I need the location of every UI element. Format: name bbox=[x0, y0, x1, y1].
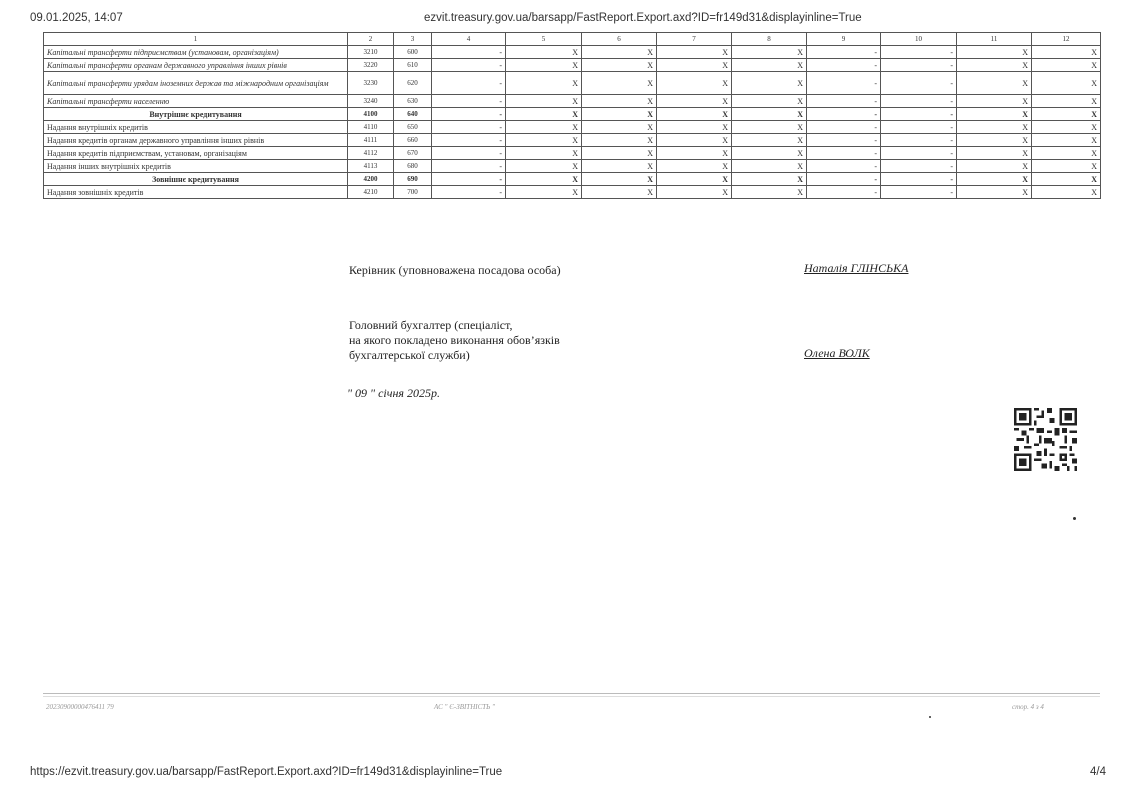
row-value-cell: X bbox=[582, 121, 657, 134]
row-value-cell: X bbox=[582, 95, 657, 108]
column-header: 4 bbox=[432, 33, 506, 46]
row-value-cell: - bbox=[432, 121, 506, 134]
row-value-cell: X bbox=[957, 173, 1032, 186]
row-line-cell: 690 bbox=[394, 173, 432, 186]
row-value-cell: X bbox=[506, 147, 582, 160]
row-value-cell: - bbox=[881, 121, 957, 134]
row-value-cell: X bbox=[506, 108, 582, 121]
row-value-cell: X bbox=[657, 147, 732, 160]
row-name-cell: Надання інших внутрішніх кредитів bbox=[44, 160, 348, 173]
row-value-cell: - bbox=[432, 46, 506, 59]
row-code-cell: 4200 bbox=[348, 173, 394, 186]
head-name: Наталія ГЛІНСЬКА bbox=[804, 261, 909, 275]
row-value-cell: - bbox=[432, 134, 506, 147]
row-code-cell: 3220 bbox=[348, 59, 394, 72]
table-row bbox=[44, 59, 1101, 72]
row-value-cell: - bbox=[881, 108, 957, 121]
row-code-cell: 4111 bbox=[348, 134, 394, 147]
row-value-cell: X bbox=[657, 46, 732, 59]
row-value-cell: X bbox=[957, 95, 1032, 108]
row-value-cell: X bbox=[657, 173, 732, 186]
row-value-cell: X bbox=[582, 59, 657, 72]
row-value-cell: X bbox=[506, 59, 582, 72]
qr-code-icon bbox=[1014, 408, 1077, 471]
table-row bbox=[44, 72, 1101, 95]
print-timestamp: 09.01.2025, 14:07 bbox=[30, 12, 123, 24]
row-value-cell: - bbox=[881, 46, 957, 59]
row-value-cell: X bbox=[957, 134, 1032, 147]
row-value-cell: - bbox=[881, 160, 957, 173]
row-line-cell: 700 bbox=[394, 186, 432, 199]
table-row bbox=[44, 95, 1101, 108]
row-value-cell: X bbox=[582, 186, 657, 199]
table-row bbox=[44, 46, 1101, 59]
table-header-row bbox=[44, 33, 1101, 46]
row-value-cell: - bbox=[432, 108, 506, 121]
scan-speck bbox=[1073, 517, 1076, 520]
browser-print-footer bbox=[30, 766, 1106, 782]
table-row bbox=[44, 134, 1101, 147]
row-value-cell: - bbox=[807, 186, 881, 199]
row-value-cell: - bbox=[881, 59, 957, 72]
row-name-cell: Надання кредитів підприємствам, установам, організаціям bbox=[44, 147, 348, 160]
column-header: 7 bbox=[657, 33, 732, 46]
row-value-cell: X bbox=[732, 46, 807, 59]
row-line-cell: 680 bbox=[394, 160, 432, 173]
row-line-cell: 650 bbox=[394, 121, 432, 134]
row-code-cell: 4210 bbox=[348, 186, 394, 199]
row-line-cell: 640 bbox=[394, 108, 432, 121]
head-label: Керівник (уповноважена посадова особа) bbox=[349, 263, 561, 277]
row-value-cell: X bbox=[506, 186, 582, 199]
column-header: 8 bbox=[732, 33, 807, 46]
row-value-cell: X bbox=[1032, 108, 1101, 121]
print-footer-url: https://ezvit.treasury.gov.ua/barsapp/FastReport.Export.axd?ID=fr149d31&displayinline=True bbox=[30, 766, 503, 778]
doc-footer-divider bbox=[43, 696, 1100, 697]
row-value-cell: X bbox=[582, 72, 657, 95]
row-value-cell: X bbox=[506, 134, 582, 147]
row-value-cell: X bbox=[582, 173, 657, 186]
row-value-cell: - bbox=[881, 147, 957, 160]
row-value-cell: X bbox=[506, 121, 582, 134]
row-value-cell: X bbox=[957, 186, 1032, 199]
row-value-cell: X bbox=[582, 147, 657, 160]
row-name-cell: Надання внутрішніх кредитів bbox=[44, 121, 348, 134]
row-value-cell: - bbox=[432, 95, 506, 108]
row-value-cell: - bbox=[881, 95, 957, 108]
row-value-cell: - bbox=[807, 59, 881, 72]
row-value-cell: X bbox=[732, 59, 807, 72]
row-line-cell: 630 bbox=[394, 95, 432, 108]
column-header: 1 bbox=[44, 33, 348, 46]
row-code-cell: 4100 bbox=[348, 108, 394, 121]
doc-page-number: стор. 4 з 4 bbox=[1012, 703, 1044, 711]
row-value-cell: X bbox=[506, 72, 582, 95]
row-value-cell: X bbox=[732, 95, 807, 108]
row-value-cell: - bbox=[881, 186, 957, 199]
row-value-cell: X bbox=[957, 59, 1032, 72]
row-name-cell: Надання зовнішніх кредитів bbox=[44, 186, 348, 199]
row-name-cell: Капітальні трансферти населенню bbox=[44, 95, 348, 108]
row-value-cell: - bbox=[432, 160, 506, 173]
row-value-cell: X bbox=[657, 108, 732, 121]
row-line-cell: 610 bbox=[394, 59, 432, 72]
row-value-cell: X bbox=[657, 59, 732, 72]
row-value-cell: - bbox=[807, 147, 881, 160]
row-value-cell: X bbox=[582, 160, 657, 173]
row-value-cell: X bbox=[1032, 59, 1101, 72]
table-row bbox=[44, 160, 1101, 173]
row-value-cell: X bbox=[732, 121, 807, 134]
row-code-cell: 3230 bbox=[348, 72, 394, 95]
column-header: 10 bbox=[881, 33, 957, 46]
row-value-cell: X bbox=[1032, 95, 1101, 108]
browser-print-header bbox=[30, 12, 1106, 28]
row-value-cell: X bbox=[1032, 134, 1101, 147]
row-value-cell: X bbox=[657, 72, 732, 95]
row-line-cell: 670 bbox=[394, 147, 432, 160]
row-value-cell: X bbox=[506, 95, 582, 108]
table-row bbox=[44, 108, 1101, 121]
doc-footer-divider bbox=[43, 693, 1100, 694]
row-value-cell: - bbox=[807, 121, 881, 134]
row-value-cell: X bbox=[657, 95, 732, 108]
row-value-cell: - bbox=[807, 173, 881, 186]
row-value-cell: X bbox=[582, 46, 657, 59]
row-name-cell: Капітальні трансферти органам державного управління інших рівнів bbox=[44, 59, 348, 72]
column-header: 2 bbox=[348, 33, 394, 46]
row-name-cell: Надання кредитів органам державного управління інших рівнів bbox=[44, 134, 348, 147]
row-value-cell: X bbox=[1032, 46, 1101, 59]
table-row bbox=[44, 173, 1101, 186]
row-value-cell: X bbox=[582, 108, 657, 121]
row-value-cell: X bbox=[732, 134, 807, 147]
row-value-cell: X bbox=[732, 72, 807, 95]
row-value-cell: X bbox=[1032, 186, 1101, 199]
row-value-cell: - bbox=[432, 173, 506, 186]
row-code-cell: 4112 bbox=[348, 147, 394, 160]
row-value-cell: - bbox=[881, 72, 957, 95]
column-header: 11 bbox=[957, 33, 1032, 46]
row-value-cell: X bbox=[582, 134, 657, 147]
doc-id: 20230900000476411 79 bbox=[46, 703, 114, 711]
row-value-cell: X bbox=[957, 160, 1032, 173]
row-code-cell: 3240 bbox=[348, 95, 394, 108]
column-header: 3 bbox=[394, 33, 432, 46]
accountant-label-line-2: на якого покладено виконання обов’язків bbox=[349, 333, 560, 347]
row-value-cell: X bbox=[657, 160, 732, 173]
row-value-cell: X bbox=[732, 173, 807, 186]
column-header: 9 bbox=[807, 33, 881, 46]
row-value-cell: - bbox=[432, 186, 506, 199]
column-header: 5 bbox=[506, 33, 582, 46]
row-value-cell: X bbox=[732, 186, 807, 199]
row-value-cell: X bbox=[1032, 160, 1101, 173]
report-table bbox=[43, 32, 1101, 199]
row-line-cell: 660 bbox=[394, 134, 432, 147]
row-value-cell: - bbox=[432, 59, 506, 72]
print-page-indicator: 4/4 bbox=[1090, 766, 1106, 778]
row-value-cell: X bbox=[957, 72, 1032, 95]
row-name-cell: Зовнішнє кредитування bbox=[44, 173, 348, 186]
table-row bbox=[44, 147, 1101, 160]
row-value-cell: X bbox=[732, 147, 807, 160]
signing-date: " 09 " січня 2025р. bbox=[347, 386, 440, 400]
row-value-cell: X bbox=[1032, 72, 1101, 95]
row-value-cell: X bbox=[732, 108, 807, 121]
row-value-cell: - bbox=[807, 108, 881, 121]
accountant-label-line-3: бухгалтерської служби) bbox=[349, 348, 470, 362]
row-value-cell: X bbox=[1032, 121, 1101, 134]
row-code-cell: 4110 bbox=[348, 121, 394, 134]
row-value-cell: - bbox=[807, 72, 881, 95]
row-value-cell: X bbox=[506, 160, 582, 173]
row-value-cell: X bbox=[957, 46, 1032, 59]
row-value-cell: - bbox=[881, 173, 957, 186]
row-value-cell: - bbox=[881, 134, 957, 147]
row-value-cell: - bbox=[432, 147, 506, 160]
row-line-cell: 600 bbox=[394, 46, 432, 59]
row-value-cell: X bbox=[657, 121, 732, 134]
row-name-cell: Внутрішнє кредитування bbox=[44, 108, 348, 121]
row-value-cell: X bbox=[732, 160, 807, 173]
column-header: 6 bbox=[582, 33, 657, 46]
doc-system-name: АС " Є-ЗВІТНІСТЬ " bbox=[434, 703, 495, 711]
print-header-url: ezvit.treasury.gov.ua/barsapp/FastReport.Export.axd?ID=fr149d31&displayinline=True bbox=[424, 12, 862, 24]
row-value-cell: - bbox=[807, 46, 881, 59]
table-row bbox=[44, 121, 1101, 134]
row-value-cell: X bbox=[657, 134, 732, 147]
row-value-cell: - bbox=[807, 95, 881, 108]
row-value-cell: X bbox=[506, 173, 582, 186]
accountant-label-line-1: Головний бухгалтер (спеціаліст, bbox=[349, 318, 513, 332]
row-value-cell: X bbox=[957, 147, 1032, 160]
scan-speck bbox=[929, 716, 931, 718]
accountant-name: Олена ВОЛК bbox=[804, 346, 870, 360]
row-value-cell: X bbox=[506, 46, 582, 59]
row-value-cell: X bbox=[957, 108, 1032, 121]
row-value-cell: X bbox=[957, 121, 1032, 134]
row-value-cell: - bbox=[807, 160, 881, 173]
row-code-cell: 4113 bbox=[348, 160, 394, 173]
row-code-cell: 3210 bbox=[348, 46, 394, 59]
row-value-cell: X bbox=[1032, 147, 1101, 160]
row-value-cell: - bbox=[432, 72, 506, 95]
row-value-cell: - bbox=[807, 134, 881, 147]
column-header: 12 bbox=[1032, 33, 1101, 46]
row-line-cell: 620 bbox=[394, 72, 432, 95]
row-value-cell: X bbox=[1032, 173, 1101, 186]
row-name-cell: Капітальні трансферти підприємствам (установам, організаціям) bbox=[44, 46, 348, 59]
table-row bbox=[44, 186, 1101, 199]
row-name-cell: Капітальні трансферти урядам іноземних держав та міжнародним організаціям bbox=[44, 72, 348, 95]
row-value-cell: X bbox=[657, 186, 732, 199]
